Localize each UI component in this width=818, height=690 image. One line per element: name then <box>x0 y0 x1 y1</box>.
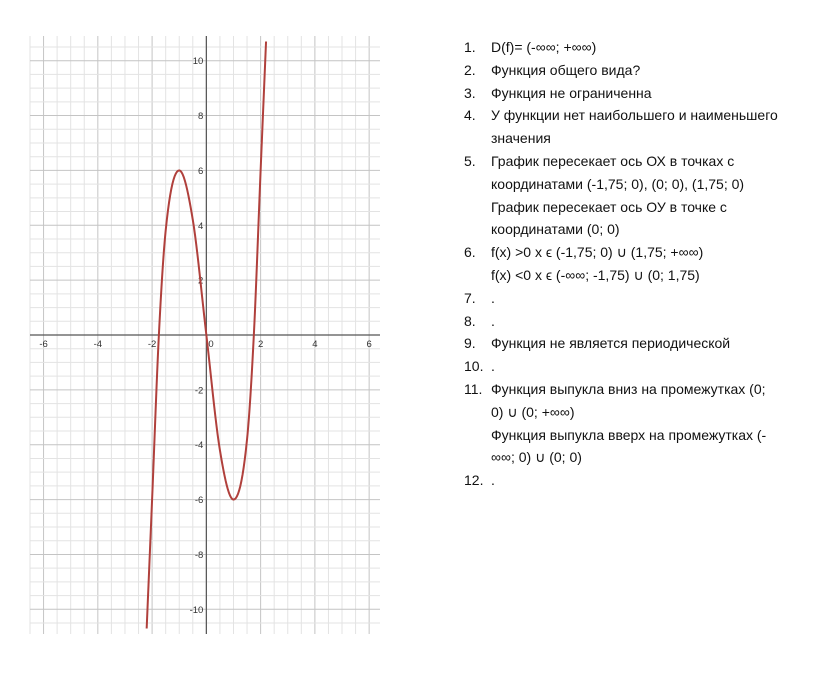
item-number: 10. <box>464 358 484 375</box>
property-item <box>456 82 808 105</box>
property-item <box>456 355 808 378</box>
item-text-line: значения <box>491 130 551 147</box>
x-tick-label: 0 <box>208 339 214 350</box>
item-number: 6. <box>464 244 476 261</box>
item-text-line: f(x) >0 x ϵ (-1,75; 0) ∪ (1,75; +∞∞) <box>491 244 704 261</box>
item-number: 4. <box>464 107 476 124</box>
item-text-line: . <box>491 289 495 306</box>
item-text-line: координатами (-1,75; 0), (0; 0), (1,75; 0) <box>491 175 745 192</box>
item-text-line: . <box>491 472 495 489</box>
y-tick-label: -4 <box>194 440 204 452</box>
function-graph <box>0 0 400 690</box>
y-tick-label: -8 <box>194 549 204 561</box>
x-tick-label: 6 <box>366 339 372 350</box>
x-tick-label: -4 <box>93 339 103 350</box>
axes <box>30 36 380 634</box>
item-text-line: У функции нет наибольшего и наименьшего <box>491 107 778 124</box>
item-text-line: f(x) <0 x ϵ (-∞∞; -1,75) ∪ (0; 1,75) <box>491 266 700 283</box>
x-tick-label: 4 <box>312 339 318 350</box>
item-text-line: D(f)= (-∞∞; +∞∞) <box>491 39 597 55</box>
property-item <box>456 59 808 82</box>
property-item <box>456 36 808 59</box>
y-tick-label: 2 <box>198 275 204 287</box>
property-item <box>456 310 808 333</box>
item-number: 9. <box>464 335 476 352</box>
y-tick-label: -10 <box>189 604 204 616</box>
item-number: 3. <box>464 84 476 101</box>
item-number: 11. <box>464 380 483 397</box>
item-text-line: . <box>491 358 495 375</box>
item-number: 7. <box>464 289 476 306</box>
properties-list <box>456 36 808 492</box>
y-tick-label: 4 <box>198 220 204 232</box>
item-text-line: ∞∞; 0) ∪ (0; 0) <box>491 449 582 466</box>
item-number: 2. <box>464 61 476 78</box>
property-item <box>456 332 808 355</box>
property-item <box>456 469 808 492</box>
property-item <box>456 241 808 287</box>
item-number: 1. <box>464 39 476 55</box>
property-item <box>456 150 808 241</box>
item-number: 12. <box>464 472 484 489</box>
item-text-line: . <box>491 312 495 329</box>
item-text-line: График пересекает ось ОУ в точке с <box>491 198 727 215</box>
y-tick-label: 10 <box>192 56 204 68</box>
item-text-line: Функция не является периодической <box>491 335 731 352</box>
x-tick-label: -6 <box>39 339 48 350</box>
x-tick-label: -2 <box>147 339 157 350</box>
x-tick-label: 2 <box>257 339 264 350</box>
y-tick-label: -2 <box>194 385 204 397</box>
item-number: 8. <box>464 312 476 329</box>
item-text-line: Функция выпукла вверх на промежутках (- <box>491 426 767 443</box>
item-text-line: координатами (0; 0) <box>491 221 620 238</box>
y-tick-label: 8 <box>198 111 204 123</box>
property-item <box>456 104 808 150</box>
property-item <box>456 378 808 469</box>
property-item <box>456 287 808 310</box>
item-text-line: Функция общего вида? <box>491 61 641 78</box>
item-text-line: График пересекает ось ОХ в точках с <box>491 152 735 169</box>
item-text-line: Функция не ограниченна <box>491 84 652 101</box>
item-text-line: Функция выпукла вниз на промежутках (0; <box>491 380 766 397</box>
y-tick-label: 6 <box>198 165 204 177</box>
item-text-line: 0) ∪ (0; +∞∞) <box>491 403 575 420</box>
y-tick-label: -6 <box>194 495 204 507</box>
item-number: 5. <box>464 152 476 169</box>
